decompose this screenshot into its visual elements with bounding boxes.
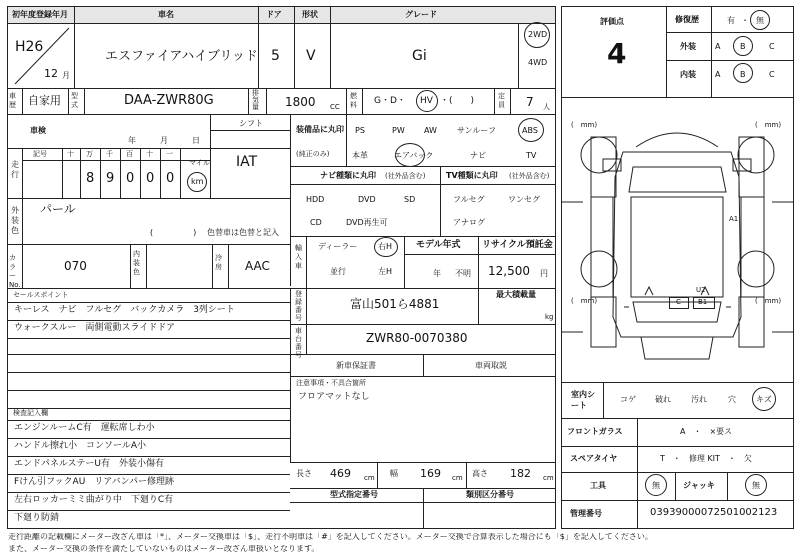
registration-value: 富山501ら4881 (350, 297, 440, 311)
drive-4wd: 4WD (528, 58, 548, 67)
sheet-tear: 破れ (655, 395, 671, 404)
int-grade-b: B (740, 70, 746, 79)
displacement-label: 排気量 (252, 89, 259, 111)
digit-0: 8 (86, 171, 95, 186)
digit-label-5: 一 (166, 150, 173, 158)
door-label: ドア (266, 10, 282, 19)
chassis-label: 車台番号 (295, 327, 302, 359)
tv-oneseg: ワンセグ (508, 195, 540, 204)
navi-sd: SD (404, 195, 416, 204)
sheet-hole: 穴 (728, 395, 736, 404)
interior-sheet-label: 室内シート (571, 390, 595, 410)
equip-leather: 本革 (352, 151, 368, 160)
spare-tire-value: T ・ 修理 KIT ・ 欠 (660, 454, 752, 463)
diagram-mm-3: ( mm) (571, 297, 598, 305)
fuel-options: G・D・ (374, 96, 406, 106)
color-no-label: カラーNo. (9, 254, 21, 289)
sales-points-label: セールスポイント (13, 291, 69, 299)
footer-note-1: 走行距離の記載欄にメーター改ざん車は「*」、メーター交換車は「$」、走行不明車は「#」を記入してください。メーター交換で合算表示した場合にも「$」を記入してください。 (8, 533, 653, 541)
repair-yes: 有 (727, 16, 735, 25)
equip-abs: ABS (522, 126, 538, 135)
sheet-burn: コゲ (620, 395, 636, 404)
equipment-label: 装備品に丸印 (296, 125, 344, 134)
digit-1: 9 (106, 171, 115, 186)
recycle-value: 12,500 (488, 264, 530, 278)
model-label: 型式 (71, 92, 78, 109)
insp-year-unit: 年 (128, 136, 136, 145)
navi-dvd: DVD (358, 195, 376, 204)
fuel-label: 燃料 (350, 92, 357, 109)
length-label: 長さ (296, 469, 312, 478)
vehicle-manual: 車両取説 (475, 361, 507, 370)
drive-2wd: 2WD (528, 30, 548, 39)
diagram-mm-4: ( mm) (755, 297, 782, 305)
capacity-value: 7 (526, 95, 534, 109)
tv-sub: (社外品含む) (509, 172, 550, 180)
inspector-line-5: 左右ロッカーミミ曲がり中 下廻りC有 (14, 495, 174, 505)
usage-label: 車歴 (9, 92, 16, 109)
equip-tv: TV (526, 151, 537, 160)
shape-value: V (306, 48, 316, 64)
interior-color-label: 内装色 (133, 250, 140, 276)
width-unit: cm (452, 474, 463, 482)
sales-point-line-1: キーレス ナビ フルセグ バックカメラ 3列シート (14, 305, 235, 315)
equip-airbag: エアバック (394, 151, 434, 160)
jack-label: ジャッキ (683, 481, 715, 490)
first-reg-year: H26 (15, 39, 44, 55)
manage-no-value: 03939000072501002123 (650, 507, 778, 518)
usage-value: 自家用 (28, 94, 61, 107)
equip-aw: AW (424, 126, 437, 135)
length-unit: cm (364, 474, 375, 482)
displacement-value: 1800 (285, 95, 316, 109)
footer-note-2: また、メーター交換の条件を満たしていないものはメーター改ざん車扱いとなります。 (8, 545, 320, 553)
import-left-hand: 左H (378, 267, 393, 276)
import-right-hand: 右H (378, 242, 393, 251)
score-label: 評価点 (600, 17, 624, 26)
digit-label-3: 百 (126, 150, 133, 158)
windshield-value: A ・ ×要ス (680, 427, 733, 436)
ext-grade-a: A (715, 42, 721, 51)
month-unit: 月 (62, 71, 70, 80)
width-value: 169 (420, 467, 441, 480)
first-reg-month: 12 (44, 67, 58, 80)
chassis-value: ZWR80-0070380 (366, 331, 468, 345)
digit-4: 0 (166, 171, 175, 186)
model-year-unknown: 不明 (455, 269, 471, 278)
car-damage-diagram (561, 97, 794, 382)
model-value: DAA-ZWR80G (124, 93, 214, 108)
inspector-line-3: エンドパネルステーU有 外装小傷有 (14, 459, 164, 469)
score-value: 4 (607, 37, 627, 70)
digit-3: 0 (146, 171, 155, 186)
max-load-label: 最大積載量 (496, 290, 536, 299)
ext-grade-c: C (769, 42, 775, 51)
registration-label: 登録番号 (295, 290, 302, 322)
manage-no-label: 管理番号 (570, 509, 602, 518)
equip-pw: PW (392, 126, 405, 135)
cc-unit: CC (330, 103, 340, 111)
inspector-line-2: ハンドル擦れ小 コンソールA小 (14, 441, 146, 451)
ac-value: AAC (245, 259, 270, 273)
import-dealer: ディーラー (318, 242, 358, 251)
ac-label: 冷房 (215, 254, 222, 271)
car-name-value: エスファイアハイブリッド (105, 49, 258, 64)
tv-fullseg: フルセグ (453, 195, 485, 204)
navi-dvd-play: DVD再生可 (346, 218, 388, 227)
color-note: 色替車は色替と記入 (207, 228, 279, 237)
sheet-scratch: キズ (756, 395, 772, 404)
odometer-label: 走行 (11, 160, 19, 179)
sales-point-line-2: ウォークスルー 両側電動スライドドア (14, 323, 176, 333)
notes-label: 注意事項・不具合箇所 (296, 379, 366, 387)
navi-sub: (社外品含む) (385, 172, 426, 180)
person-unit: 人 (543, 103, 550, 111)
equip-sunroof: サンルーフ (457, 126, 496, 135)
type-spec-label: 型式指定番号 (330, 490, 378, 499)
ext-grade-b: B (740, 42, 746, 51)
doors-value: 5 (271, 48, 280, 64)
interior-grade-label: 内装 (680, 70, 696, 79)
width-label: 幅 (390, 469, 398, 478)
import-label: 輸入車 (295, 244, 302, 270)
height-value: 182 (510, 467, 531, 480)
height-unit: cm (543, 474, 554, 482)
color-note-paren: ( ) (150, 228, 197, 237)
color-value: パール (40, 202, 76, 216)
digit-label-4: 十 (146, 150, 153, 158)
digit-label-2: 千 (106, 150, 113, 158)
first-reg-label: 初年度登録年月 (12, 10, 68, 19)
repair-label: 修復歴 (675, 15, 699, 24)
jack-value: 無 (752, 481, 760, 490)
insp-day-unit: 日 (192, 136, 200, 145)
color-no-value: 070 (64, 259, 87, 273)
inspector-label: 検査記入欄 (13, 409, 48, 417)
model-year-label: モデル年式 (416, 240, 461, 250)
equipment-sub: (純正のみ) (296, 150, 330, 158)
int-grade-a: A (715, 70, 721, 79)
model-year-unit: 年 (433, 269, 441, 278)
inspection-label: 車検 (30, 126, 46, 135)
navi-label: ナビ種類に丸印 (320, 171, 376, 180)
odometer-sym-label: 記号 (33, 150, 47, 158)
tv-analog: アナログ (453, 218, 485, 227)
navi-hdd: HDD (306, 195, 325, 204)
height-label: 高さ (472, 469, 488, 478)
damage-b1: B1 (698, 298, 708, 306)
inspector-line-6: 下廻り防錆 (14, 513, 60, 523)
shape-label: 形状 (302, 10, 318, 19)
sheet-stain: 汚れ (691, 395, 707, 404)
damage-u2: U2 (696, 286, 706, 294)
shift-label: シフト (239, 119, 263, 128)
new-car-warranty: 新車保証書 (336, 361, 376, 370)
max-load-unit: kg (545, 313, 554, 321)
windshield-label: フロントガラス (567, 427, 623, 436)
fuel-hv: HV (420, 96, 433, 106)
int-grade-c: C (769, 70, 775, 79)
tools-label: 工具 (590, 481, 606, 490)
car-name-label: 車名 (158, 10, 174, 19)
digit-label-1: 万 (86, 150, 93, 158)
recycle-unit: 円 (540, 269, 548, 278)
diagram-mm-2: ( mm) (755, 121, 782, 129)
mile-unit: マイル (189, 159, 210, 167)
inspector-line-1: エンジンルームC有 運転席しわ小 (14, 423, 155, 433)
km-unit: km (191, 177, 204, 186)
length-value: 469 (330, 467, 351, 480)
tools-value: 無 (652, 481, 660, 490)
equip-navi: ナビ (470, 151, 486, 160)
equip-ps: PS (355, 126, 365, 135)
capacity-label: 定員 (498, 92, 505, 109)
import-parallel: 並行 (330, 267, 346, 276)
class-no-label: 類別区分番号 (466, 490, 514, 499)
tv-label: TV種類に丸印 (446, 171, 498, 180)
fuel-other: ・( ) (440, 96, 475, 106)
shift-value: IAT (236, 154, 258, 170)
damage-a1: A1 (729, 215, 739, 223)
navi-cd: CD (310, 218, 322, 227)
damage-c: C (676, 298, 681, 306)
digit-2: 0 (126, 171, 135, 186)
notes-value: フロアマットなし (298, 392, 370, 402)
inspector-line-4: Fけん引フックAU リアバンパー修理跡 (14, 477, 174, 487)
insp-month-unit: 月 (160, 136, 168, 145)
grade-value: Gi (412, 48, 427, 64)
exterior-label: 外装 (680, 42, 696, 51)
spare-tire-label: スペアタイヤ (570, 454, 618, 463)
color-label: 外装色 (11, 206, 19, 235)
diagram-mm-1: ( mm) (571, 121, 598, 129)
grade-label: グレード (405, 10, 437, 19)
repair-no: 無 (756, 16, 764, 25)
digit-label-0: 十 (67, 150, 74, 158)
recycle-label: リサイクル預託金 (482, 240, 553, 250)
